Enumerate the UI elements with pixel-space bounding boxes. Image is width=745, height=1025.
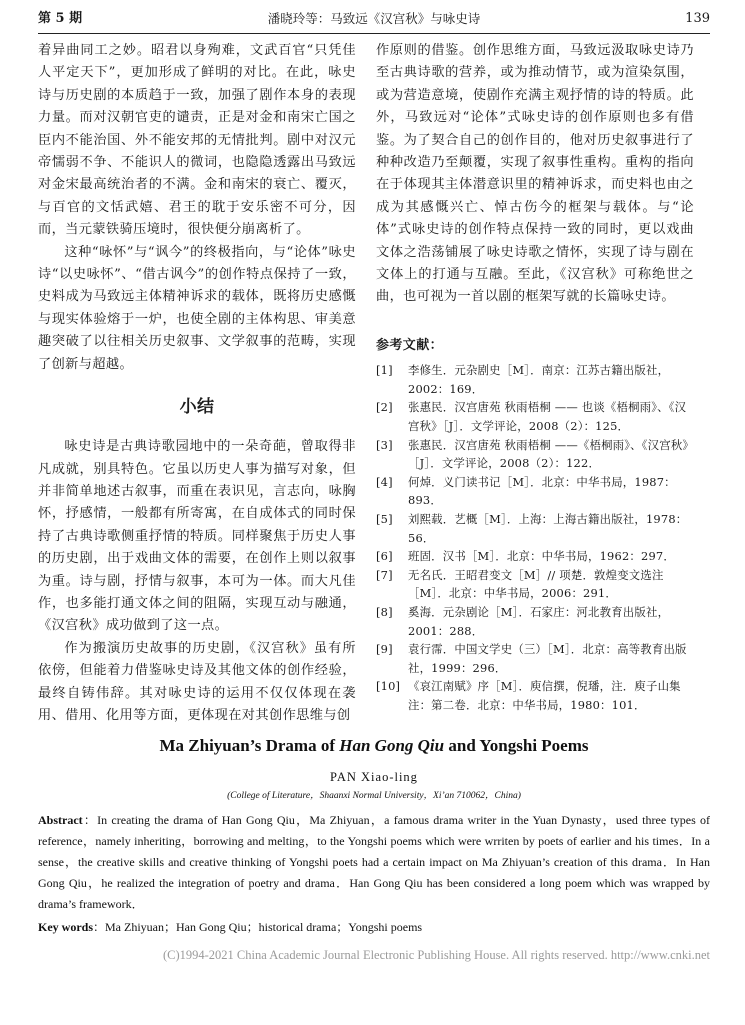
- body-paragraph: 咏史诗是古典诗歌园地中的一朵奇葩，曾取得非凡成就，别具特色。它虽以历史人事为描写对象，但并非简单地述古叙事，而重在表识见，言志向，咏胸怀，抒感情，一般都有所寄寓，在自成体式的同时保持了古典诗歌侧重抒情的特质。同样聚焦于历史人事的历史剧，出于戏曲文体的需要，在创作上则以叙事为重。诗与剧，抒情与叙事，本可为一体。而大凡佳作，也多能打通文体之间的阻隔，实现互动与融通，《汉宫秋》成功做到了这一点。: [38, 439, 356, 634]
- running-header: [38, 6, 710, 32]
- reference-number: [8]: [376, 605, 393, 619]
- reference-item: [376, 603, 694, 640]
- reference-text: 无名氏．王昭君变文［M］// 项楚．敦煌变文选注［M］．北京：中华书局，2006：291．: [408, 567, 664, 601]
- abstract-label: Abstract: [38, 813, 83, 827]
- body-paragraph: 着异曲同工之妙。昭君以身殉难，文武百官“只凭佳人平定天下”，更加形成了鲜明的对比。在此，咏史诗与历史剧的本质趋于一致，加强了剧作本身的表现力量。而对汉朝官吏的谴责，正是对金和南宋亡国之臣内不能治国、外不能安邦的无情批判。剧中对汉元帝懦弱不争、不能识人的微词，也隐隐透露出马致远对金宋最高统治者的不满。金和南宋的衰亡、覆灭，与百官的文恬武嬉、君王的耽于安乐密不可分，因而，当元蒙铁骑压境时，很快便分崩离析了。: [38, 43, 356, 238]
- reference-text: 张惠民．汉宫唐苑 秋雨梧桐 —— 也谈《梧桐雨》、《汉宫秋》［J］．文学评论，2008（2）：125．: [408, 400, 687, 434]
- reference-text: 袁行霈．中国文学史（三）［M］．北京：高等教育出版社，1999：296．: [408, 642, 687, 675]
- english-title-italic: Han Gong Qiu: [339, 736, 445, 755]
- section-title: 小结: [179, 397, 215, 418]
- abstract-text: ：In creating the drama of Han Gong Qiu，Ma Zhiyuan，a famous drama writer in the Yuan Dynasty，used three types of reference，namely inheriting，borrowing and melting，to the Yongshi poems which were wrriten by poets of earlier and his times．In a sense，the creative skills and creative thinking of Yongshi poets had a certain impact on Ma Zhiyuan’s creation of this drama．In Han Gong Qiu，he realized the integration of poetry and drama．Han Gong Qiu has been considered a long poem which was wrapped by drama’s framework．: [38, 813, 710, 911]
- reference-item: [376, 510, 694, 547]
- english-title-after: and Yongshi Poems: [444, 736, 589, 755]
- reference-text: 《哀江南赋》序［M］．庾信撰，倪璠，注．庾子山集注：第二卷．北京：中华书局，1980：101．: [408, 679, 681, 712]
- reference-number: [1]: [376, 363, 393, 378]
- reference-number: [10]: [376, 679, 401, 694]
- english-title-before: Ma Zhiyuan’s Drama of: [159, 736, 340, 755]
- reference-text: 班固．汉书［M］．北京：中华书局，1962：297．: [408, 549, 675, 564]
- english-abstract: [38, 810, 710, 915]
- reference-item: [376, 436, 694, 473]
- reference-item: [376, 677, 694, 714]
- reference-item: [376, 640, 694, 677]
- body-paragraph: 作原则的借鉴。创作思维方面，马致远汲取咏史诗乃至古典诗歌的营养，或为推动情节，或为渲染氛围，或为营造意境，使剧作充满主观抒情的诗的特质。此外，马致远对“论体”式咏史诗的创作原则也多有借鉴。为了契合自己的创作目的，他对历史叙事进行了种种改造乃至颠覆，实现了叙事性重构。重构的指向在于体现其主体潜意识里的精神诉求，而史料也由之成为其感慨兴亡、悼古伤今的框架与载体。与“论体”式咏史诗的创作特点保持一致的同时，更以戏曲文体之浩荡铺展了咏史诗歌之情怀，实现了诗与剧在文体上的打通与互融。至此，《汉宫秋》可称绝世之曲，也可视为一首以剧的框架写就的长篇咏史诗。: [376, 43, 694, 305]
- right-column: [376, 40, 694, 715]
- keywords-text: ：Ma Zhiyuan；Han Gong Qiu；historical drama；Yongshi poems: [93, 920, 423, 934]
- english-affiliation: (College of Literature，Shaanxi Normal University，Xi’an 710062，China): [227, 791, 521, 801]
- body-paragraph: 作为搬演历史故事的历史剧，《汉宫秋》虽有所依傍，但能着力借鉴咏史诗及其他文体的创作经验，最终自铸伟辞。其对咏史诗的运用不仅仅体现在袭用、借用、化用等方面，更体现在对其创作思维与创: [38, 640, 356, 723]
- reference-number: [7]: [376, 567, 393, 582]
- reference-number: [3]: [376, 437, 393, 452]
- reference-number: [9]: [376, 642, 393, 657]
- english-keywords: [38, 917, 710, 937]
- reference-text: 刘熙载．艺概［M］．上海：上海古籍出版社，1978：56．: [408, 512, 688, 545]
- reference-number: [2]: [376, 400, 393, 415]
- reference-item: [376, 473, 694, 510]
- header-rule: [38, 33, 710, 34]
- reference-text: 李修生．元杂剧史［M］．南京：江苏古籍出版社，2002：169．: [408, 363, 670, 396]
- page-number: 139: [685, 11, 710, 26]
- reference-text: 何焯．义门读书记［M］．北京：中华书局，1987：893．: [408, 474, 676, 508]
- reference-number: [5]: [376, 512, 393, 527]
- left-column: [38, 40, 356, 727]
- reference-item: [376, 547, 694, 566]
- reference-text: 奚海．元杂剧论［M］．石家庄：河北教育出版社，2001：288．: [408, 605, 670, 638]
- issue-number: 第 5 期: [38, 11, 83, 26]
- reference-text: 张惠民．汉宫唐苑 秋雨梧桐 ——《梧桐雨》、《汉宫秋》［J］．文学评论，2008（2）：122．: [408, 437, 695, 471]
- reference-item: [376, 361, 694, 398]
- reference-item: [376, 566, 694, 603]
- english-author: PAN Xiao-ling: [330, 770, 418, 784]
- body-paragraph: 这种“咏怀”与“讽今”的终极指向，与“论体”咏史诗“以史咏怀”、“借古讽今”的创作特点保持了一致，史料成为马致远主体精神诉求的载体，既将历史感慨与现实体验熔于一炉，也使全剧的主体构思、审美意趣突破了以往相关历史叙事、文学叙事的范畴，实现了创新与超越。: [38, 244, 356, 372]
- reference-number: [6]: [376, 549, 393, 564]
- reference-list: [376, 361, 694, 714]
- reference-number: [4]: [376, 474, 393, 489]
- english-title: [38, 734, 710, 758]
- reference-item: [376, 398, 694, 435]
- keywords-label: Key words: [38, 920, 93, 934]
- references-title: 参考文献：: [376, 337, 444, 353]
- running-title: 潘晓玲等：马致远《汉宫秋》与咏史诗: [267, 11, 481, 26]
- copyright-watermark: (C)1994-2021 China Academic Journal Electronic Publishing House. All rights reserved. http://www.cnki.net: [162, 948, 710, 962]
